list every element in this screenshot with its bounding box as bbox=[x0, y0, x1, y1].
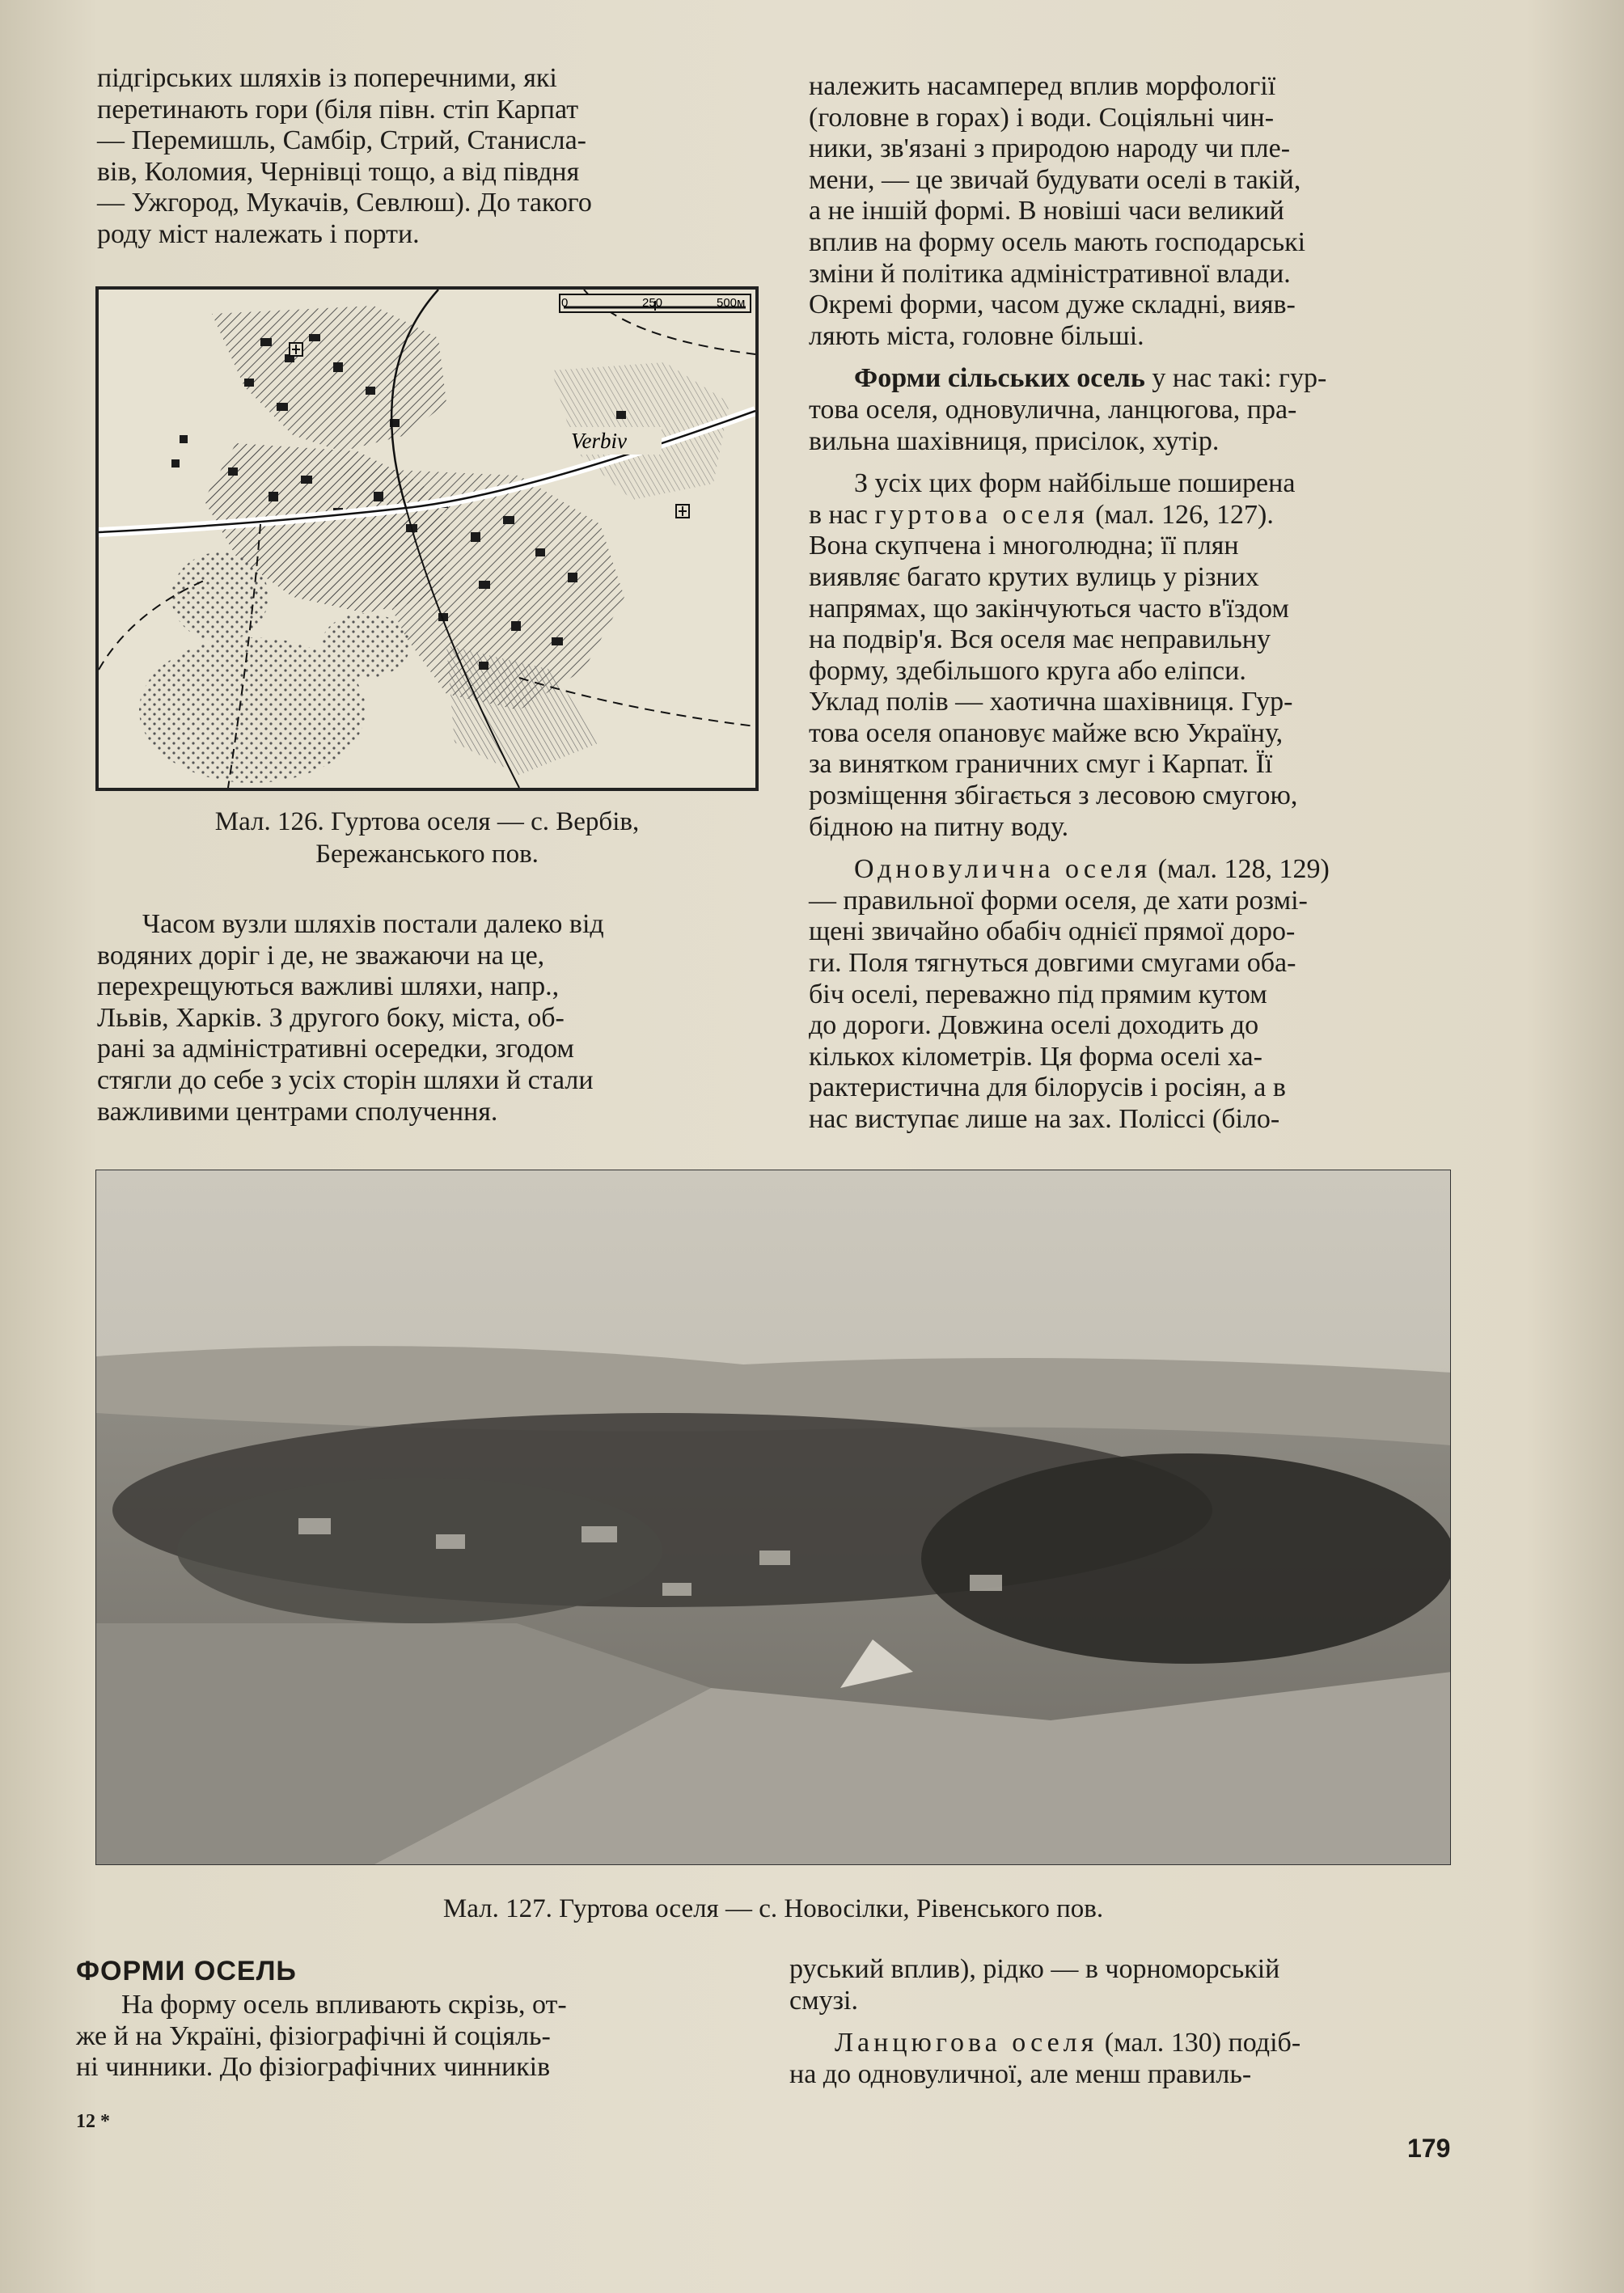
text-line: важливими центрами сполучення. bbox=[97, 1096, 498, 1127]
text-line: стягли до себе з усіх сторін шляхи й стали bbox=[97, 1064, 594, 1095]
scale-label-500: 500м bbox=[717, 296, 746, 310]
text-line: біч оселі, переважно під прямим кутом bbox=[809, 979, 1267, 1009]
text-line: належить насамперед вплив морфології bbox=[809, 71, 1276, 101]
text-line: щені звичайно обабіч однієї прямої доро- bbox=[809, 916, 1296, 947]
page-number: 179 bbox=[1407, 2134, 1451, 2163]
right-column bbox=[809, 71, 1465, 1136]
right-column-bottom bbox=[789, 1954, 1465, 2090]
village-photo bbox=[95, 1170, 1451, 1865]
text-line: рактеристична для білорусів і росіян, а в bbox=[809, 1072, 1286, 1103]
left-column-bottom bbox=[76, 1990, 738, 2084]
text-line: напрямах, що закінчуються часто в'їздом bbox=[809, 593, 1289, 624]
scale-label-250: 250 bbox=[642, 296, 663, 310]
text-line: зміни й політика адміністративної влади. bbox=[809, 258, 1291, 289]
caption-line: Мал. 126. Гуртова оселя — с. Вербів, bbox=[214, 807, 640, 836]
caption-line: Бережанського пов. bbox=[315, 840, 539, 869]
village-map-figure bbox=[95, 286, 759, 791]
text-line: ляють міста, головне більші. bbox=[809, 320, 1144, 351]
text-line: (головне в горах) і води. Соціяльні чин- bbox=[809, 102, 1275, 133]
text-line bbox=[809, 500, 1465, 531]
text-line: На форму осель впливають скрізь, от- bbox=[121, 1990, 567, 2020]
text-line: вильна шахівниця, присілок, хутір. bbox=[809, 425, 1220, 456]
left-column-middle bbox=[97, 909, 759, 1127]
text-line: Уклад полів — хаотична шахівниця. Гур- bbox=[809, 687, 1293, 717]
text-line: роду міст належать і порти. bbox=[97, 218, 420, 249]
text-line: форму, здебільшого круга або еліпси. bbox=[809, 655, 1246, 686]
text-span: в нас bbox=[809, 499, 875, 530]
photo-caption: Мал. 127. Гуртова оселя — с. Новосілки, Рівенського пов. bbox=[442, 1894, 1104, 1923]
text-line: підгірських шляхів із поперечними, які bbox=[97, 63, 557, 93]
text-line: перетинають гори (біля півн. стіп Карпат bbox=[97, 94, 579, 125]
spaced-term: Одновулична оселя bbox=[854, 854, 1152, 885]
text-line: руський вплив), рідко — в чорноморській bbox=[789, 1954, 1280, 1984]
text-span: (мал. 128, 129) bbox=[1151, 854, 1330, 885]
text-line: мени, — це звичай будувати оселі в такій, bbox=[809, 164, 1301, 195]
spaced-term: гуртова оселя bbox=[874, 499, 1089, 530]
text-line: кількох кілометрів. Ця форма оселі ха- bbox=[809, 1041, 1262, 1072]
text-line: рані за адміністративні осередки, згодом bbox=[97, 1034, 574, 1064]
section-heading: ФОРМИ ОСЕЛЬ bbox=[76, 1956, 297, 1986]
text-line: Вона скупчена і многолюдна; її плян bbox=[809, 531, 1239, 561]
text-line: на подвір'я. Вся оселя має неправильну bbox=[809, 624, 1271, 655]
text-line: Часом вузли шляхів постали далеко від bbox=[142, 909, 604, 939]
text-line bbox=[789, 2028, 1465, 2059]
signature-mark: 12 * bbox=[76, 2111, 110, 2132]
text-line: това оселя опановує майже всю Україну, bbox=[809, 717, 1284, 748]
text-line: же й на Україні, фізіографічні й соціяль- bbox=[76, 2020, 551, 2051]
text-span: у нас такі: гур- bbox=[1144, 363, 1327, 394]
village-label: Verbiv bbox=[571, 429, 627, 453]
aerial-photo-drawing bbox=[96, 1170, 1451, 1865]
text-line: — правильної форми оселя, де хати розмі- bbox=[809, 885, 1308, 916]
text-line: — Перемишль, Самбір, Стрий, Станисла- bbox=[97, 125, 586, 156]
text-line: перехрещуються важливі шляхи, напр., bbox=[97, 971, 560, 1002]
text-line bbox=[809, 363, 1465, 395]
text-line bbox=[809, 854, 1465, 886]
village-map-drawing bbox=[99, 290, 755, 788]
text-line: ні чинники. До фізіографічних чинників bbox=[76, 2052, 551, 2083]
text-span: (мал. 126, 127). bbox=[1088, 499, 1274, 530]
text-line: — Ужгород, Мукачів, Севлюш). До такого bbox=[97, 188, 592, 218]
text-line: вів, Коломия, Чернівці тощо, а від півдня bbox=[97, 156, 580, 187]
text-line: Окремі форми, часом дуже складні, вияв- bbox=[809, 290, 1296, 320]
text-line: виявляє багато крутих вулиць у різних bbox=[809, 561, 1259, 592]
text-line: а не іншій формі. В новіші часи великий bbox=[809, 196, 1284, 226]
text-span: (мал. 130) подіб- bbox=[1097, 2028, 1301, 2058]
text-line: това оселя, одновулична, ланцюгова, пра- bbox=[809, 394, 1297, 425]
text-line: за винятком граничних смуг і Карпат. Її bbox=[809, 749, 1273, 780]
left-column-top bbox=[97, 63, 759, 251]
text-line: смузі. bbox=[789, 1985, 858, 2016]
map-caption bbox=[95, 806, 759, 870]
text-line: ги. Поля тягнуться довгими смугами оба- bbox=[809, 948, 1296, 979]
text-line: водяних доріг і де, не зважаючи на це, bbox=[97, 940, 545, 971]
text-line: на до одновуличної, але менш правиль- bbox=[789, 2058, 1252, 2089]
text-line: вплив на форму осель мають господарські bbox=[809, 226, 1306, 257]
text-line: до дороги. Довжина оселі доходить до bbox=[809, 1010, 1259, 1041]
text-line: розміщення збігається з лесовою смугою, bbox=[809, 781, 1298, 811]
scale-label-0: 0 bbox=[561, 296, 569, 310]
text-line: нас виступає лише на зах. Поліссі (біло- bbox=[809, 1104, 1280, 1134]
spaced-term: Ланцюгова оселя bbox=[835, 2028, 1098, 2058]
text-line: ники, зв'язані з природою народу чи пле- bbox=[809, 133, 1291, 164]
bold-term: Форми сільських осель bbox=[854, 363, 1145, 394]
text-line: З усіх цих форм найбільше поширена bbox=[854, 468, 1296, 499]
text-line: Львів, Харків. З другого боку, міста, об- bbox=[97, 1002, 565, 1033]
text-line: бідною на питну воду. bbox=[809, 811, 1069, 842]
